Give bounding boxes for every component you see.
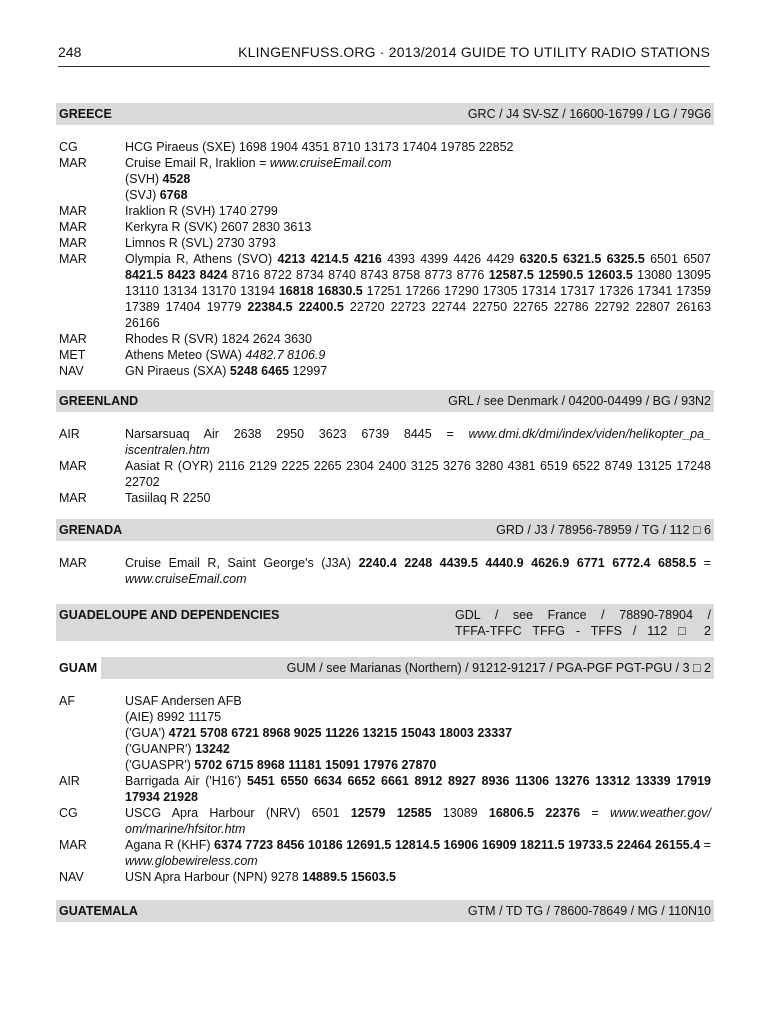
station-entry bbox=[56, 155, 714, 203]
section-guatemala bbox=[56, 900, 714, 922]
running-title: KLINGENFUSS.ORG · 2013/2014 GUIDE TO UTILITY RADIO STATIONS bbox=[238, 44, 710, 60]
station-text: USAF Andersen AFB (AIE) 8992 11175 ('GUA') 4721 5708 6721 8968 9025 11226 13215 15043 18003 23337 ('GUANPR') 13242 ('GUASPR') 5702 6715 8968 11181 15091 17976 27870 bbox=[125, 694, 513, 772]
station-entry bbox=[56, 693, 714, 773]
station-entry bbox=[56, 458, 714, 490]
service-code: MAR bbox=[59, 491, 87, 505]
page-header bbox=[58, 42, 710, 67]
section-header-bar bbox=[56, 519, 714, 541]
section-header-bar bbox=[56, 900, 714, 922]
station-entry bbox=[56, 837, 714, 869]
frequency-bold: 6768 bbox=[159, 188, 188, 202]
page-number: 248 bbox=[58, 44, 82, 60]
service-code: MET bbox=[59, 348, 86, 362]
service-code: MAR bbox=[59, 459, 87, 473]
country-info-line: GDL / see France / 78890-78904 / bbox=[455, 608, 711, 622]
station-text: Barrigada Air ('H16') 5451 6550 6634 6652 6661 8912 8927 8936 11306 13276 13312 13339 17919 17934 21928 bbox=[125, 774, 711, 804]
station-entry bbox=[56, 426, 714, 458]
service-code: AIR bbox=[59, 774, 80, 788]
service-code: AIR bbox=[59, 427, 80, 441]
station-entry bbox=[56, 773, 714, 805]
country-name: GREECE bbox=[59, 107, 112, 121]
callsign: (SVJ) bbox=[125, 188, 160, 202]
station-text bbox=[125, 155, 714, 203]
url-link[interactable]: www.globewireless.com bbox=[125, 854, 258, 868]
country-info: GRD / J3 / 78956-78959 / TG / 112 □ 6 bbox=[496, 523, 711, 537]
url-link[interactable]: www.dmi.dk/dmi/index/viden/helikopter_pa_ bbox=[468, 427, 711, 441]
station-entry bbox=[56, 235, 714, 251]
station-text: Kerkyra R (SVK) 2607 2830 3613 bbox=[125, 220, 312, 234]
station-list bbox=[56, 426, 714, 506]
url-link[interactable]: om/marine/hfsitor.htm bbox=[125, 822, 246, 836]
station-text: Tasiilaq R 2250 bbox=[125, 491, 211, 505]
country-info: GTM / TD TG / 78600-78649 / MG / 110N10 bbox=[467, 904, 711, 918]
station-text: USN Apra Harbour (NPN) 9278 14889.5 15603.5 bbox=[125, 870, 396, 884]
section-header-bar bbox=[56, 604, 714, 641]
country-info bbox=[455, 607, 711, 639]
station-text: Cruise Email R, Saint George's (J3A) 2240.4 2248 4439.5 4440.9 4626.9 6771 6772.4 6858.5 = www.cruiseEmail.com bbox=[125, 556, 711, 586]
country-info-line: TFFA-TFFC TFFG - TFFS / 112 □ 2 bbox=[455, 624, 711, 638]
station-list bbox=[56, 555, 714, 587]
station-entry bbox=[56, 555, 714, 587]
section-greece bbox=[56, 103, 714, 379]
station-entry bbox=[56, 869, 714, 885]
section-header-bar bbox=[56, 657, 714, 679]
country-name: GUADELOUPE AND DEPENDENCIES bbox=[59, 608, 280, 622]
station-text: Olympia R, Athens (SVO) 4213 4214.5 4216 4393 4399 4426 4429 6320.5 6321.5 6325.5 6501 6507 8421.5 8423 8424 8716 8722 8734 8740 8743 8758 8773 8776 12587.5 12590.5 12603.5 13080 13095 13110 13134 13170 13194 16818 16830.5 17251 17266 17290 17305 17314 17317 17326 17341 17359 17389 17404 19779 22384.5 22400.5 22720 22723 22744 22750 22765 22786 22792 22807 26163 26166 bbox=[125, 252, 712, 330]
station-entry bbox=[56, 251, 714, 331]
service-code: MAR bbox=[59, 556, 87, 570]
service-code: MAR bbox=[59, 236, 87, 250]
section-guadeloupe bbox=[56, 604, 714, 641]
service-code: MAR bbox=[59, 332, 87, 346]
service-code: CG bbox=[59, 140, 78, 154]
service-code: NAV bbox=[59, 364, 84, 378]
url-link[interactable]: iscentralen.htm bbox=[125, 443, 210, 457]
station-text: Agana R (KHF) 6374 7723 8456 10186 12691.5 12814.5 16906 16909 18211.5 19733.5 22464 26155.4 = www.globewireless.com bbox=[125, 838, 711, 868]
station-text: Narsarsuaq Air 2638 2950 3623 6739 8445 = www.dmi.dk/dmi/index/viden/helikopter_pa_ iscentralen.htm bbox=[125, 427, 711, 457]
section-grenada bbox=[56, 519, 714, 587]
service-code: MAR bbox=[59, 204, 87, 218]
section-greenland bbox=[56, 390, 714, 506]
service-code: AF bbox=[59, 694, 75, 708]
service-code: MAR bbox=[59, 838, 87, 852]
station-text: USCG Apra Harbour (NRV) 6501 12579 12585 13089 16806.5 22376 = www.weather.gov/ om/marine/hfsitor.htm bbox=[125, 806, 711, 836]
country-info: GRC / J4 SV-SZ / 16600-16799 / LG / 79G6 bbox=[467, 107, 711, 121]
station-entry bbox=[56, 363, 714, 379]
station-text: Limnos R (SVL) 2730 3793 bbox=[125, 236, 276, 250]
country-name: GUAM bbox=[56, 657, 101, 679]
station-list bbox=[56, 693, 714, 885]
station-entry bbox=[56, 203, 714, 219]
url-link[interactable]: www.cruiseEmail.com bbox=[269, 156, 392, 170]
country-name: GREENLAND bbox=[59, 394, 139, 408]
section-header-bar bbox=[56, 390, 714, 412]
station-text: Aasiat R (OYR) 2116 2129 2225 2265 2304 2400 3125 3276 3280 4381 6519 6522 8749 13125 17248 22702 bbox=[125, 459, 711, 489]
station-entry bbox=[56, 219, 714, 235]
station-name: Cruise Email R, Iraklion = bbox=[125, 156, 270, 170]
url-link[interactable]: www.cruiseEmail.com bbox=[125, 572, 247, 586]
section-header-bar bbox=[56, 103, 714, 125]
station-entry bbox=[56, 347, 714, 363]
station-entry bbox=[56, 139, 714, 155]
station-text: Iraklion R (SVH) 1740 2799 bbox=[125, 204, 278, 218]
station-text: Athens Meteo (SWA) 4482.7 8106.9 bbox=[125, 348, 326, 362]
station-text: GN Piraeus (SXA) 5248 6465 12997 bbox=[125, 364, 328, 378]
country-info: GUM / see Marianas (Northern) / 91212-91217 / PGA-PGF PGT-PGU / 3 □ 2 bbox=[286, 661, 711, 675]
station-text: Rhodes R (SVR) 1824 2624 3630 bbox=[125, 332, 312, 346]
callsign: (SVH) bbox=[125, 172, 163, 186]
service-code: MAR bbox=[59, 220, 87, 234]
station-list bbox=[56, 139, 714, 379]
station-text: HCG Piraeus (SXE) 1698 1904 4351 8710 13173 17404 19785 22852 bbox=[125, 140, 514, 154]
service-code: MAR bbox=[59, 252, 87, 266]
station-entry bbox=[56, 331, 714, 347]
station-entry bbox=[56, 490, 714, 506]
service-code: MAR bbox=[59, 156, 87, 170]
frequency-bold: 4528 bbox=[162, 172, 191, 186]
service-code: CG bbox=[59, 806, 78, 820]
country-name: GRENADA bbox=[59, 523, 123, 537]
service-code: NAV bbox=[59, 870, 84, 884]
country-info: GRL / see Denmark / 04200-04499 / BG / 93N2 bbox=[448, 394, 711, 408]
section-guam bbox=[56, 657, 714, 885]
country-name: GUATEMALA bbox=[59, 904, 138, 918]
url-link[interactable]: www.weather.gov/ bbox=[610, 806, 711, 820]
station-entry bbox=[56, 805, 714, 837]
